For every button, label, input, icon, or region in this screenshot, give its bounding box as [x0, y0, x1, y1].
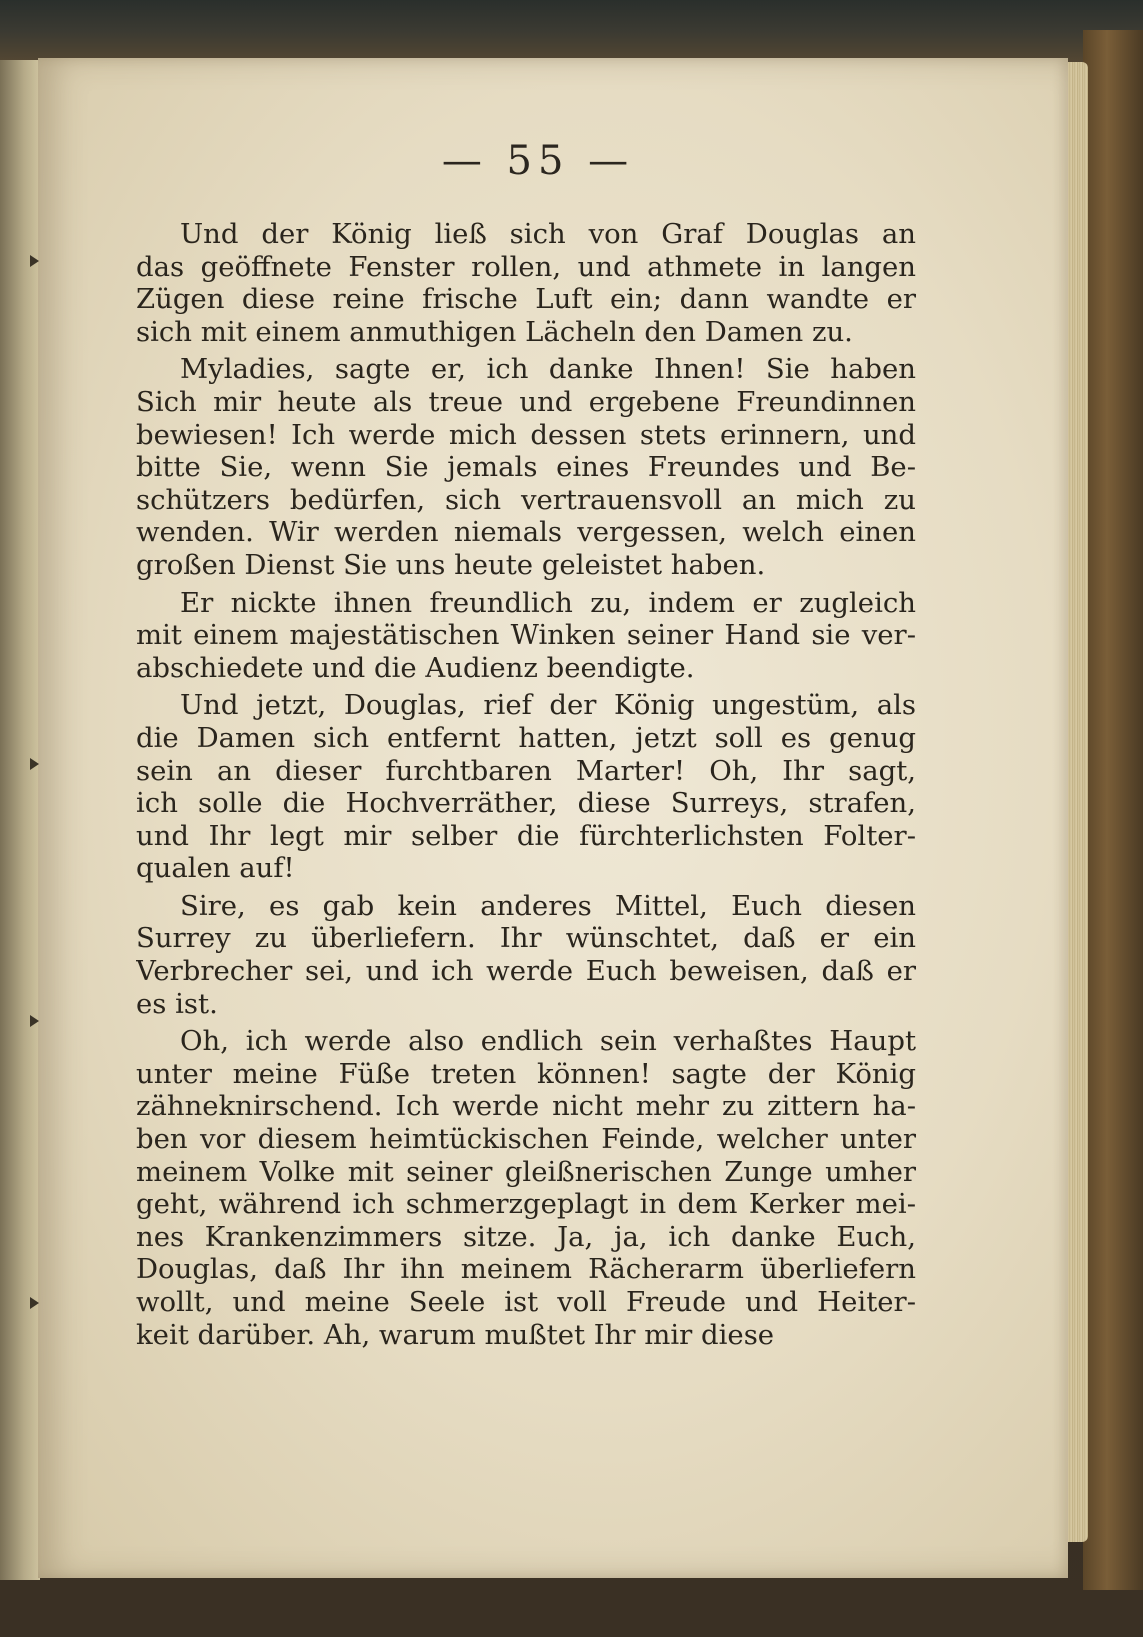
text-line: ben vor diesem heimtückischen Feinde, welcher unter [136, 1123, 916, 1156]
margin-mark [30, 758, 39, 770]
text-line: Sire, es gab kein anderes Mittel, Euch diesen [180, 889, 916, 922]
text-line: bewiesen! Ich werde mich dessen stets erinnern, und [136, 418, 916, 451]
text-line: bitte Sie, wenn Sie jemals eines Freundes und Be- [136, 451, 916, 484]
text-line: abschiedete und die Audienz beendigte. [136, 651, 695, 684]
text-line: wenden. Wir werden niemals vergessen, welch einen [136, 516, 916, 549]
text-line: Sich mir heute als treue und ergebene Freundinnen [136, 385, 916, 418]
text-line: Oh, ich werde also endlich sein verhaßtes Haupt [180, 1025, 916, 1058]
text-line: keit darüber. Ah, warum mußtet Ihr mir diese [136, 1318, 775, 1351]
text-line: zähneknirschend. Ich werde nicht mehr zu zittern ha- [136, 1090, 916, 1123]
text-line: sein an dieser furchtbaren Marter! Oh, Ihr sagt, [136, 754, 916, 787]
text-line: Douglas, daß Ihr ihn meinem Rächerarm überliefern [136, 1253, 916, 1286]
text-line: das geöffnete Fenster rollen, und athmete in langen [136, 250, 916, 283]
text-line: nes Krankenzimmers sitze. Ja, ja, ich danke Euch, [136, 1220, 916, 1253]
paragraph [136, 689, 916, 885]
page-number-text: — 55 — [441, 138, 635, 184]
text-line: wollt, und meine Seele ist voll Freude und Heiter- [136, 1286, 916, 1318]
page-number [38, 138, 1038, 184]
paragraph [136, 353, 916, 581]
text-line: und Ihr legt mir selber die fürchterlichsten Folter- [136, 819, 916, 852]
text-line: Er nickte ihnen freundlich zu, indem er zugleich [180, 586, 916, 619]
text-line: ich solle die Hochverräther, diese Surreys, strafen, [136, 787, 916, 820]
margin-mark [30, 1015, 39, 1027]
margin-mark [30, 1297, 39, 1309]
text-line: sich mit einem anmuthigen Lächeln den Damen zu. [136, 315, 853, 348]
text-line: großen Dienst Sie uns heute geleistet haben. [136, 548, 766, 581]
text-line: schützers bedürfen, sich vertrauensvoll an mich zu [136, 483, 916, 516]
text-line: meinem Volke mit seiner gleißnerischen Zunge umher [136, 1155, 916, 1188]
text-line: es ist. [136, 987, 218, 1020]
margin-mark [30, 255, 39, 267]
paragraph [136, 218, 916, 348]
text-line: die Damen sich entfernt hatten, jetzt soll es genug [136, 721, 916, 754]
paragraph [136, 1025, 916, 1351]
paragraph [136, 890, 916, 1020]
previous-page-edge [0, 60, 40, 1580]
book-cover-right [1083, 30, 1143, 1590]
text-line: Surrey zu überliefern. Ihr wünschtet, daß er ein [136, 922, 916, 955]
text-line: mit einem majestätischen Winken seiner Hand sie ver- [136, 619, 916, 652]
book-page [38, 58, 1068, 1578]
text-line: qualen auf! [136, 852, 295, 885]
text-line: geht, während ich schmerzgeplagt in dem Kerker mei- [136, 1188, 916, 1221]
text-line: unter meine Füße treten können! sagte der König [136, 1057, 916, 1090]
text-line: Verbrecher sei, und ich werde Euch beweisen, daß er [136, 955, 916, 988]
text-line: Zügen diese reine frische Luft ein; dann wandte er [136, 283, 916, 316]
text-line: Myladies, sagte er, ich danke Ihnen! Sie haben [180, 353, 916, 386]
body-text [136, 218, 916, 1351]
text-line: Und jetzt, Douglas, rief der König ungestüm, als [180, 689, 916, 722]
paragraph [136, 587, 916, 685]
text-line: Und der König ließ sich von Graf Douglas an [180, 218, 916, 250]
